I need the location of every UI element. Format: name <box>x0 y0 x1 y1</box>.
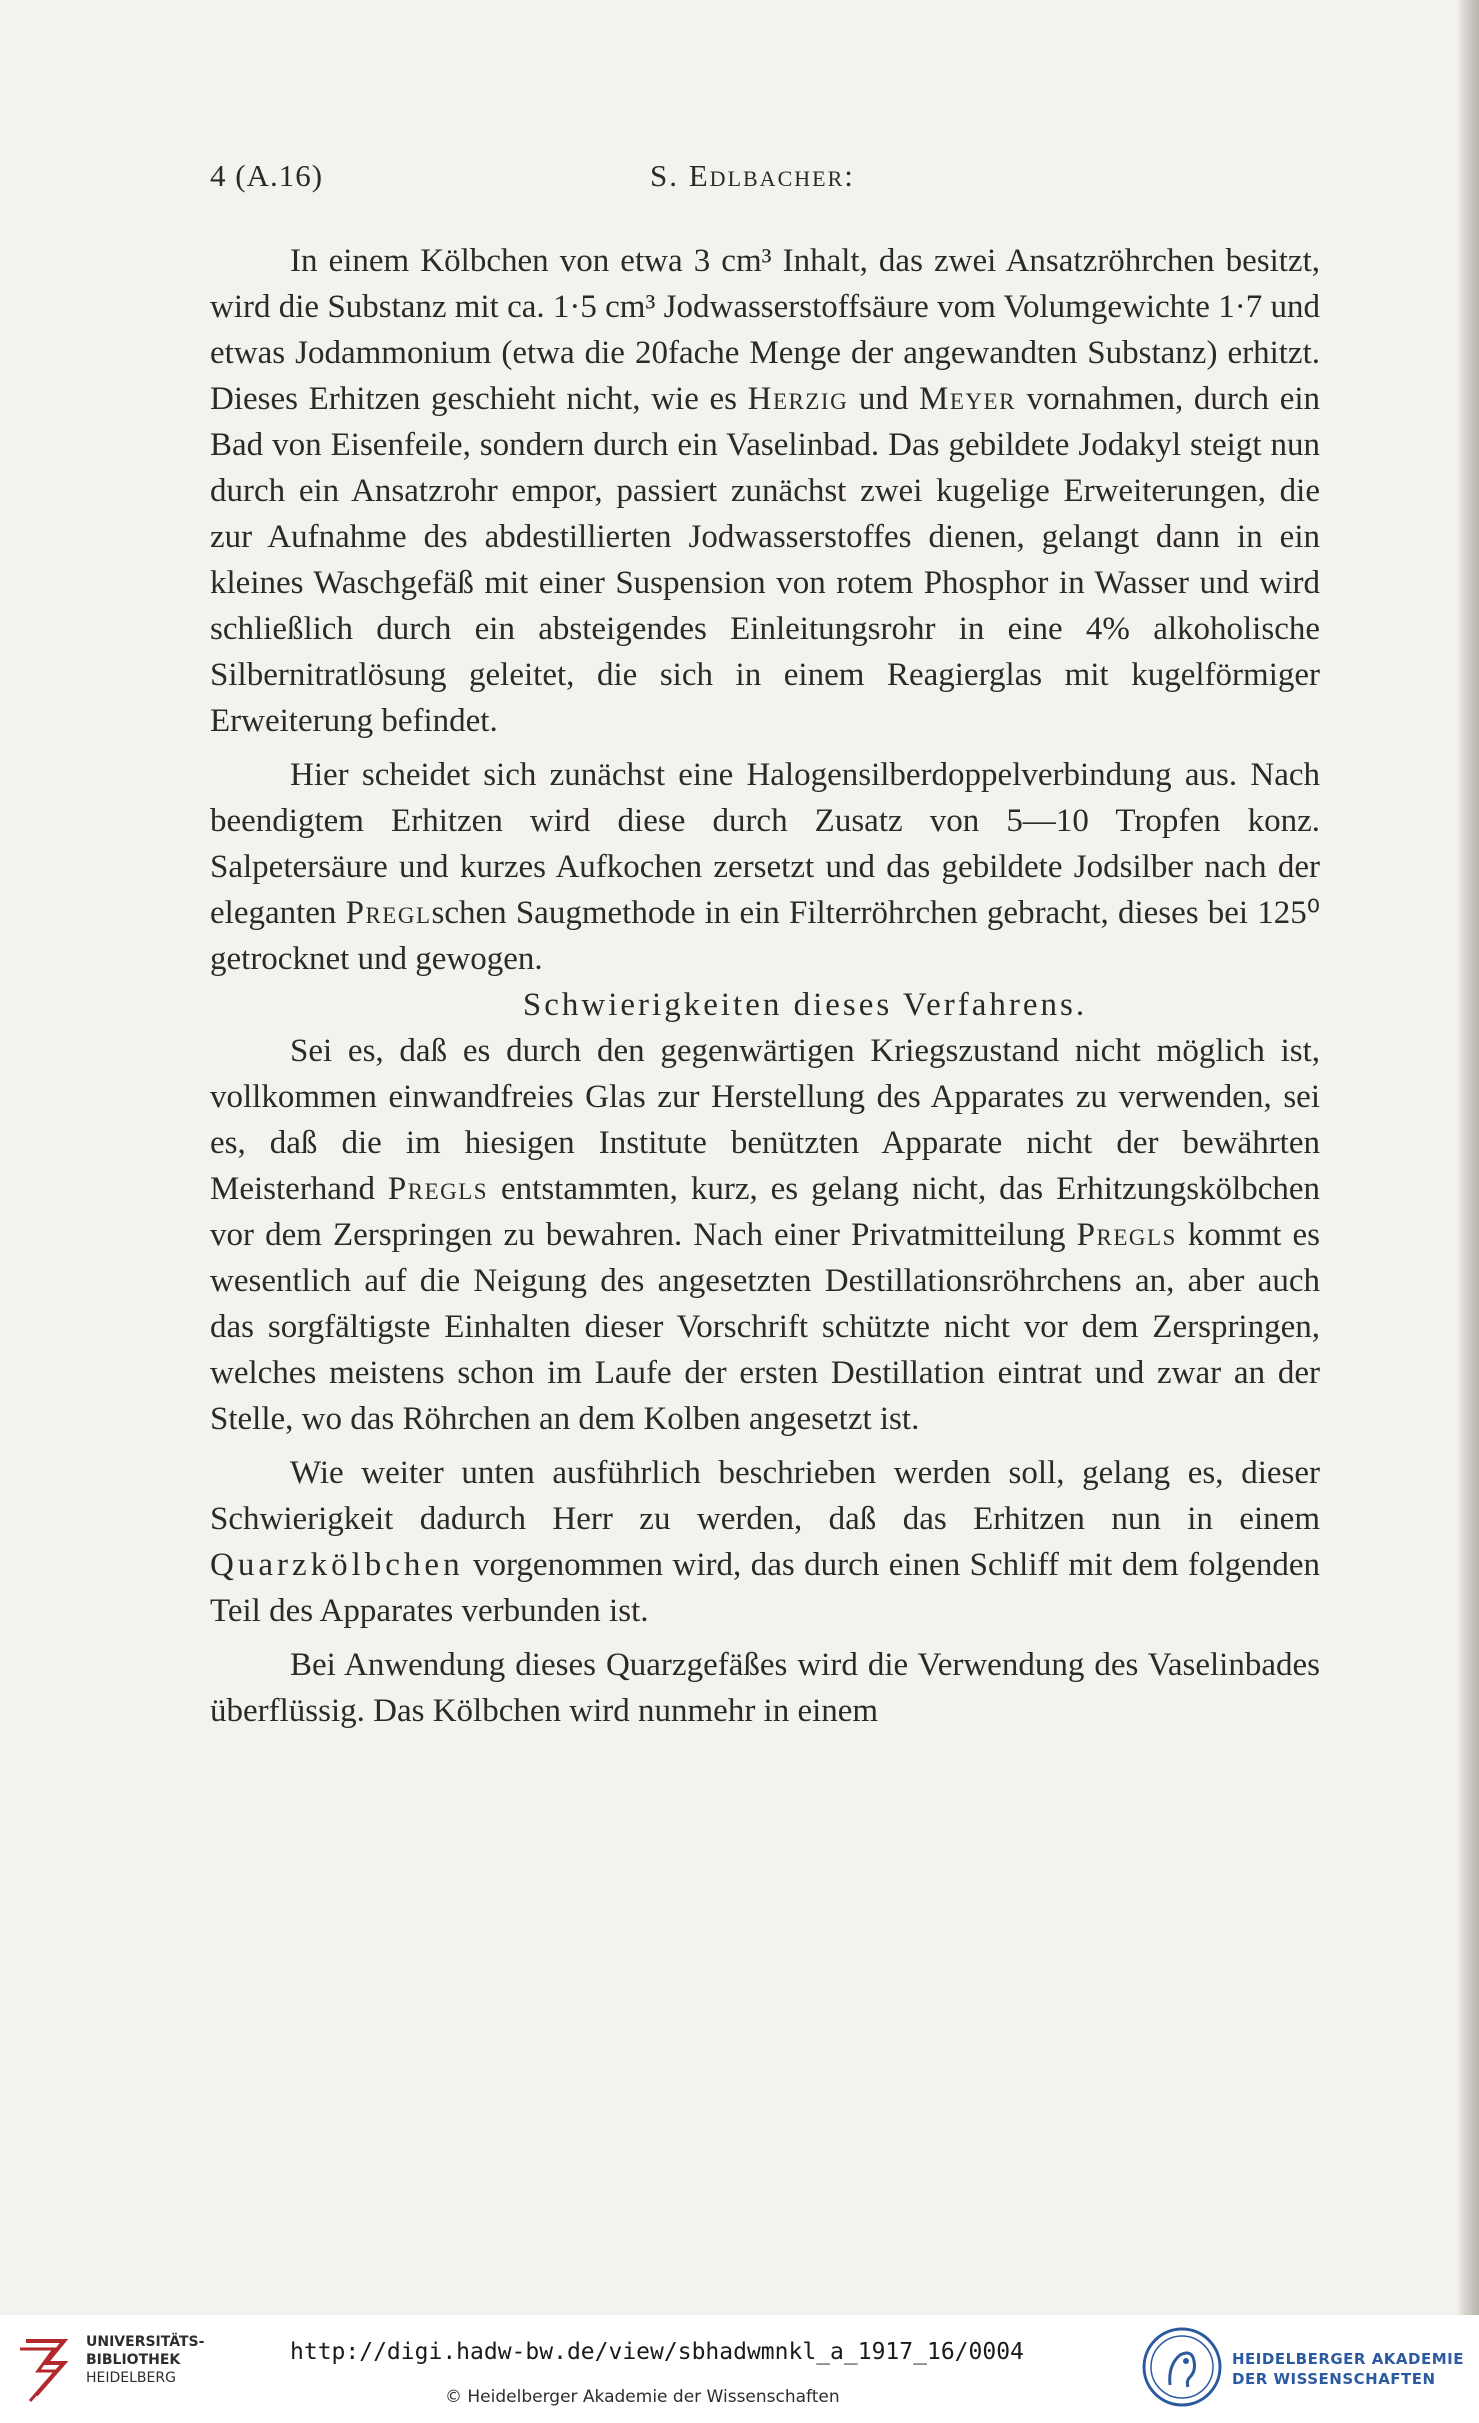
paragraph-1 <box>210 238 1320 744</box>
running-header <box>210 150 1320 200</box>
academy-line-1: HEIDELBERGER AKADEMIE <box>1232 2350 1464 2368</box>
logo-line-3: HEIDELBERG <box>86 2370 176 2386</box>
text-run: Hier scheidet sich zunächst eine Halogensilberdoppelverbindung aus. Nach beendigtem Erhitzen wird diese durch Zusatz von 5—10 Tropfen konz. Salpetersäure und kurzes Aufkochen zersetzt und das gebildete Jodsilber nach der eleganten <box>210 757 1320 931</box>
author-name: Pregls <box>1076 1217 1177 1253</box>
section-heading: Schwierigkeiten dieses Verfahrens. <box>522 987 1088 1023</box>
logo-line-2: BIBLIOTHEK <box>86 2352 181 2368</box>
footer-bar <box>0 2315 1479 2423</box>
paragraph-5 <box>210 1642 1320 1734</box>
logo-line-1: UNIVERSITÄTS- <box>86 2334 205 2350</box>
author-name: Pregl <box>345 895 432 931</box>
text-run: vorgenommen wird, das durch einen Schliff mit dem folgenden Teil des Apparates verbunden ist. <box>210 1547 1320 1629</box>
university-library-logo[interactable] <box>16 2327 205 2407</box>
text-run: Sei es, daß es durch den gegenwärtigen Kriegszustand nicht möglich ist, vollkommen einwandfreies Glas zur Herstellung des Apparates zu verwenden, sei es, daß die im hiesigen Institute benützten Apparate nicht der bewährten Meisterhand <box>210 1033 1320 1207</box>
text-run: Bei Anwendung dieses Quarzgefäßes wird die Verwendung des Vaselinbades überflüssig. Das Kölbchen wird nunmehr in einem <box>210 1647 1320 1729</box>
text-run: In einem Kölbchen von etwa 3 cm³ Inhalt, das zwei Ansatzröhrchen besitzt, wird die Substanz mit ca. 1·5 cm³ Jodwasserstoffsäure vom Volumgewichte 1·7 und etwas Jodammonium (etwa die 20fache Menge der angewandten Substanz) erhitzt. Dieses Erhitzen geschieht nicht, wie es <box>210 243 1320 417</box>
running-author: S. Edlbacher: <box>650 158 855 193</box>
page-number: 4 (A.16) <box>210 158 324 193</box>
academy-logo[interactable] <box>1140 2325 1470 2415</box>
text-run: schen Saugmethode in ein Filterröhrchen gebracht, dieses bei 125⁰ getrocknet und gewogen. <box>210 895 1320 977</box>
paragraph-2 <box>210 752 1320 982</box>
academy-line-2: DER WISSENSCHAFTEN <box>1232 2370 1436 2388</box>
text-run: entstammten, kurz, es gelang nicht, das Erhitzungskölbchen vor dem Zerspringen zu bewahren. Nach einer Privatmitteilung <box>210 1171 1321 1253</box>
library-emblem-icon <box>16 2333 76 2403</box>
author-name: Pregls <box>387 1171 489 1207</box>
page-edge-shadow <box>1457 0 1479 2315</box>
text-run: und <box>848 381 920 417</box>
paragraph-4 <box>210 1450 1320 1634</box>
paragraph-3 <box>210 1028 1320 1442</box>
text-run: Wie weiter unten ausführlich beschrieben werden soll, gelang es, dieser Schwierigkeit dadurch Herr zu werden, daß das Erhitzen nun in einem <box>210 1455 1320 1537</box>
copyright-notice: © Heidelberger Akademie der Wissenschaften <box>445 2387 840 2407</box>
permalink-url[interactable]: http://digi.hadw-bw.de/view/sbhadwmnkl_a_1917_16/0004 <box>290 2339 1024 2365</box>
text-run: kommt es wesentlich auf die Neigung des angesetzten Destillationsröhrchens an, aber auch das sorgfältigste Einhalten dieser Vorschrift schützte nicht vor dem Zerspringen, welches meistens schon im Laufe der ersten Destillation eintrat und zwar an der Stelle, wo das Röhrchen an dem Kolben angesetzt ist. <box>210 1217 1321 1437</box>
author-name: Herzig <box>747 381 849 417</box>
body-text <box>210 238 1320 1734</box>
spaced-term: Quarzkölbchen <box>210 1547 464 1583</box>
text-run: vornahmen, durch ein Bad von Eisenfeile, sondern durch ein Vaselinbad. Das gebildete Jodakyl steigt nun durch ein Ansatzrohr empor, passiert zunächst zwei kugelige Erweiterungen, die zur Aufnahme des abdestillierten Jodwasserstoffes dienen, gelangt dann in ein kleines Waschgefäß mit einer Suspension von rotem Phosphor in Wasser und wird schließlich durch ein absteigendes Einleitungsrohr in eine 4% alkoholische Silbernitratlösung geleitet, die sich in einem Reagierglas mit kugelförmiger Erweiterung befindet. <box>210 381 1321 739</box>
author-name: Meyer <box>919 381 1016 417</box>
academy-seal-icon <box>1140 2325 1224 2409</box>
